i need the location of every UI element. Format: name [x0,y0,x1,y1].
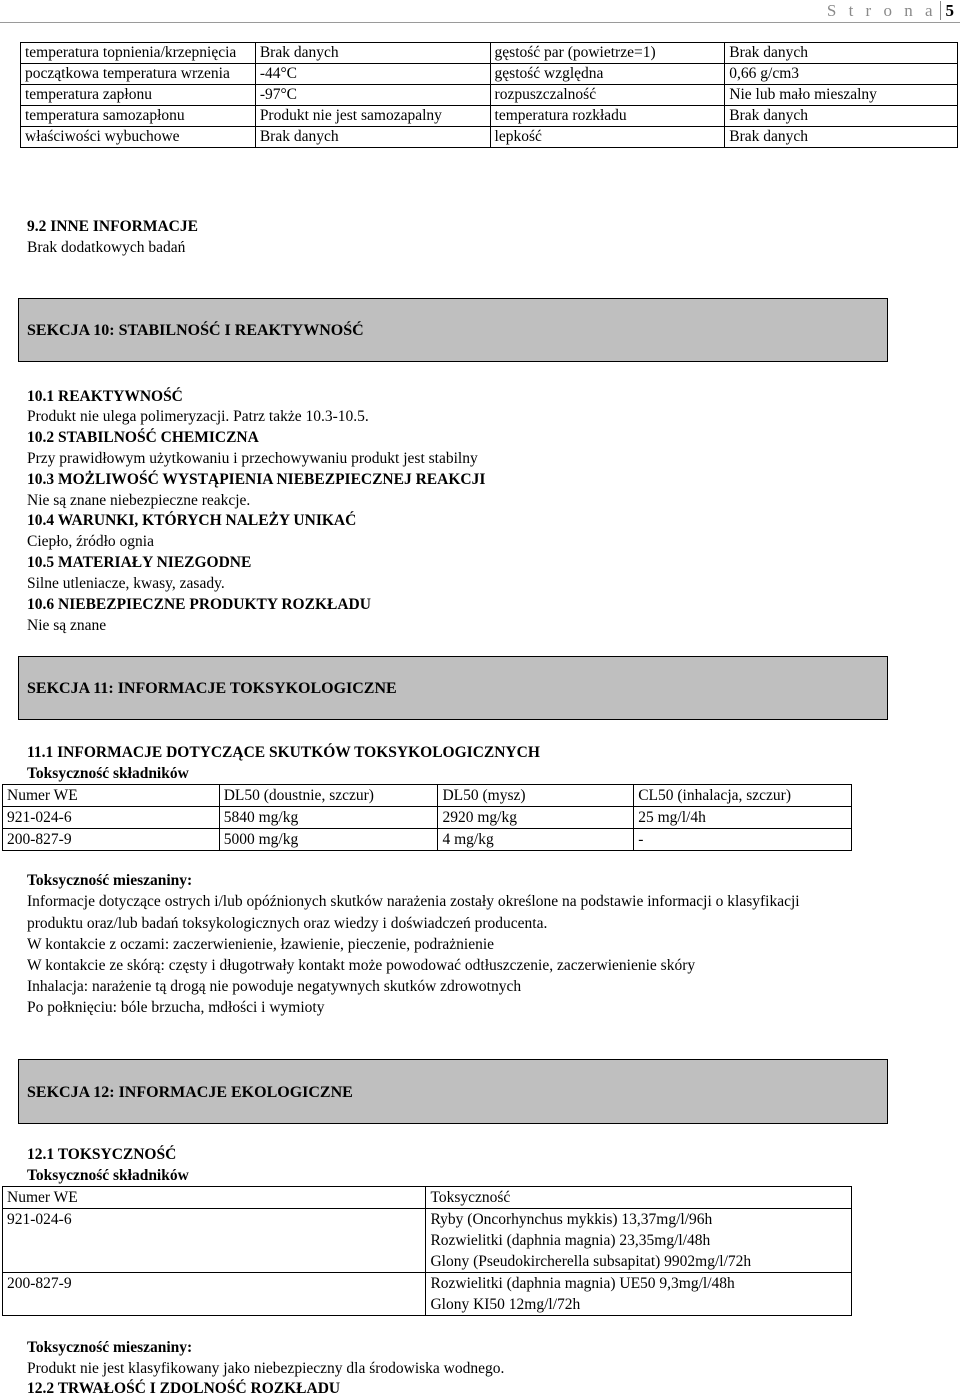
table-cell: 0,66 g/cm3 [725,64,958,85]
table-cell: 5840 mg/kg [219,807,438,829]
table-row [21,85,958,106]
section-10-1-heading: 10.1 REAKTYWNOŚĆ [27,388,183,405]
table-header-row [3,785,852,807]
table-cell: Brak danych [725,127,958,148]
section-11-paragraph-1a: Informacje dotyczące ostrych i/lub opóźnionych skutków narażenia zostały określone na podstawie informacji o klasyfikacji [27,893,800,910]
table-cell: Brak danych [725,106,958,127]
section-10-4-text: Ciepło, źródło ognia [27,533,154,550]
page-word: S t r o n a [826,1,937,20]
page-header [827,0,954,22]
section-9-2-heading: 9.2 INNE INFORMACJE [27,218,198,235]
section-12-1-heading: 12.1 TOKSYCZNOŚĆ [27,1146,177,1163]
table-cell: gęstość par (powietrze=1) [490,43,725,64]
table-cell: gęstość względna [490,64,725,85]
table-cell: rozpuszczalność [490,85,725,106]
table-header-cell: Numer WE [3,1187,426,1209]
table-row [21,127,958,148]
table-cell: -44°C [255,64,490,85]
section-11-paragraph-3: W kontakcie ze skórą: częsty i długotrwały kontakt może powodować odtłuszczenie, zaczerwienienie skóry [27,957,696,974]
section-11-paragraph-2: W kontakcie z oczami: zaczerwienienie, łzawienie, pieczenie, podrażnienie [27,936,495,953]
ecotoxicology-table [2,1186,852,1316]
section-10-6-heading: 10.6 NIEBEZPIECZNE PRODUKTY ROZKŁADU [27,596,371,613]
section-10-6-text: Nie są znane [27,617,107,634]
table-cell: temperatura zapłonu [21,85,256,106]
section-11-title: SEKCJA 11: INFORMACJE TOKSYKOLOGICZNE [18,656,888,720]
table-cell [426,1209,852,1273]
table-header-cell: CL50 (inhalacja, szczur) [634,785,852,807]
table-header-cell: DL50 (mysz) [438,785,634,807]
table-cell: 200-827-9 [3,829,220,851]
table-cell: Produkt nie jest samozapalny [255,106,490,127]
table-row [3,829,852,851]
properties-table [20,42,958,148]
section-10-2-text: Przy prawidłowym użytkowaniu i przechowywaniu produkt jest stabilny [27,450,478,467]
table-cell: temperatura rozkładu [490,106,725,127]
table-row [21,106,958,127]
section-11-paragraph-4: Inhalacja: narażenie tą drogą nie powoduje negatywnych skutków zdrowotnych [27,978,522,995]
table-cell: 921-024-6 [3,807,220,829]
section-10-4-heading: 10.4 WARUNKI, KTÓRYCH NALEŻY UNIKAĆ [27,512,357,529]
table-cell: właściwości wybuchowe [21,127,256,148]
table-cell: 200-827-9 [3,1273,426,1316]
section-10-5-text: Silne utleniacze, kwasy, zasady. [27,575,225,592]
section-11-paragraph-5: Po połknięciu: bóle brzucha, mdłości i wymioty [27,999,325,1016]
table-cell: 4 mg/kg [438,829,634,851]
table-cell: Brak danych [255,43,490,64]
table-cell [426,1273,852,1316]
table-cell: Brak danych [255,127,490,148]
table-cell: lepkość [490,127,725,148]
section-10-2-heading: 10.2 STABILNOŚĆ CHEMICZNA [27,429,259,446]
table-header-cell: Toksyczność [426,1187,852,1209]
table-cell: - [634,829,852,851]
section-11-mixture-label: Toksyczność mieszaniny: [27,872,193,889]
table-header-cell: Numer WE [3,785,220,807]
table-header-row [3,1187,852,1209]
section-12-mixture-text: Produkt nie jest klasyfikowany jako niebezpieczny dla środowiska wodnego. [27,1360,505,1377]
table-cell: 921-024-6 [3,1209,426,1273]
header-rule [0,22,960,23]
section-12-title: SEKCJA 12: INFORMACJE EKOLOGICZNE [18,1059,888,1124]
toxicity-line: Glony (Pseudokircherella subsapitat) 9902mg/l/72h [430,1253,752,1270]
section-10-3-text: Nie są znane niebezpieczne reakcje. [27,492,251,509]
section-12-2-heading: 12.2 TRWAŁOŚĆ I ZDOLNOŚĆ ROZKŁADU [27,1380,341,1397]
section-11-components-label: Toksyczność składników [27,765,189,782]
table-header-cell: DL50 (doustnie, szczur) [219,785,438,807]
section-11-1-heading: 11.1 INFORMACJE DOTYCZĄCE SKUTKÓW TOKSYKOLOGICZNYCH [27,744,540,761]
section-9-2-text: Brak dodatkowych badań [27,239,186,256]
table-cell: 2920 mg/kg [438,807,634,829]
section-12-components-label: Toksyczność składników [27,1167,189,1184]
table-row [3,1273,852,1316]
toxicity-line: Rozwielitki (daphnia magnia) 23,35mg/l/48h [430,1232,711,1249]
table-cell: 5000 mg/kg [219,829,438,851]
section-12-mixture-label: Toksyczność mieszaniny: [27,1339,193,1356]
toxicology-table [2,784,852,851]
toxicity-line: Ryby (Oncorhynchus mykkis) 13,37mg/l/96h [430,1211,713,1228]
table-cell: Nie lub mało mieszalny [725,85,958,106]
table-row [21,43,958,64]
section-10-title: SEKCJA 10: STABILNOŚĆ I REAKTYWNOŚĆ [18,298,888,362]
page-number: 5 [940,1,955,20]
table-cell: Brak danych [725,43,958,64]
table-cell: -97°C [255,85,490,106]
section-10-5-heading: 10.5 MATERIAŁY NIEZGODNE [27,554,252,571]
table-cell: temperatura topnienia/krzepnięcia [21,43,256,64]
toxicity-line: Rozwielitki (daphnia magnia) UE50 9,3mg/l/48h [430,1275,735,1292]
section-11-paragraph-1b: produktu oraz/lub badań toksykologicznych oraz wiedzy i doświadczeń producenta. [27,915,548,932]
section-10-1-text: Produkt nie ulega polimeryzacji. Patrz także 10.3-10.5. [27,408,369,425]
table-cell: 25 mg/l/4h [634,807,852,829]
section-10-3-heading: 10.3 MOŻLIWOŚĆ WYSTĄPIENIA NIEBEZPIECZNEJ REAKCJI [27,471,486,488]
toxicity-line: Glony KI50 12mg/l/72h [430,1296,581,1313]
table-row [3,1209,852,1273]
table-cell: temperatura samozapłonu [21,106,256,127]
table-row [3,807,852,829]
table-row [21,64,958,85]
table-cell: początkowa temperatura wrzenia [21,64,256,85]
